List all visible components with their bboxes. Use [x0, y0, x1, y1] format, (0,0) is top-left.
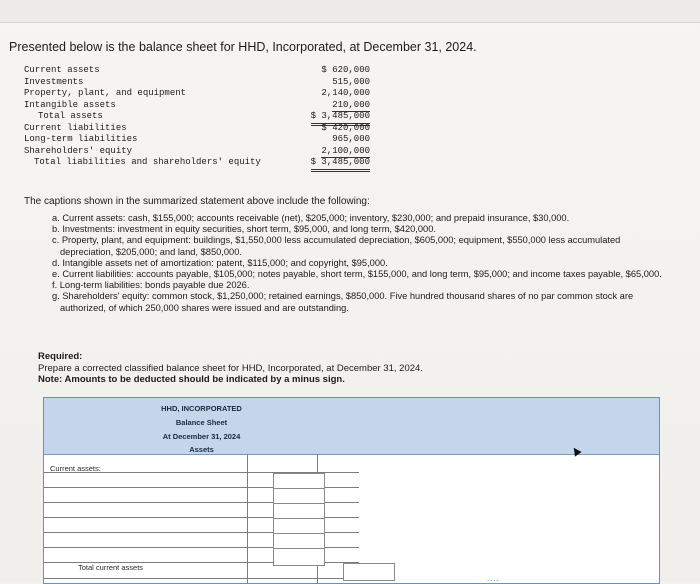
amount-input[interactable] [273, 548, 325, 566]
total-current-assets-label: Total current assets [78, 563, 144, 572]
statement-row [24, 77, 376, 89]
total-input[interactable] [343, 563, 395, 581]
statement-label: Property, plant, and equipment [24, 88, 187, 98]
statement-row [24, 134, 376, 146]
statement-amount: 2,100,000 [321, 146, 370, 159]
statement-row [24, 111, 376, 123]
amount-columns [359, 397, 660, 584]
caption-item: e. Current liabilities: accounts payable, $105,000; notes payable, short term, $155,000, and long term, $95,000; and income taxes payable, $65,000. [52, 269, 662, 280]
caption-items [42, 213, 662, 314]
statement-row [24, 123, 376, 135]
more-dots: .... [487, 574, 500, 583]
statement-row [24, 100, 376, 112]
required-title: Required: [38, 351, 83, 362]
required-text: Prepare a corrected classified balance sheet for HHD, Incorporated, at December 31, 2024. [38, 362, 423, 374]
statement-label: Total assets [38, 111, 103, 121]
statement-amount: $ 420,000 [321, 122, 370, 133]
statement-row [24, 146, 376, 158]
current-assets-label: Current assets: [50, 464, 101, 473]
statement-amount: 2,140,000 [321, 88, 370, 98]
required-note: Note: Amounts to be deducted should be indicated by a minus sign. [38, 374, 345, 385]
company-name: HHD, INCORPORATED [161, 404, 242, 413]
statement-amount: 515,000 [332, 76, 370, 87]
statement-row [24, 88, 376, 100]
statement-name: Balance Sheet [175, 418, 228, 427]
statement-label: Long-term liabilities [24, 134, 138, 144]
statement-label: Total liabilities and shareholders' equity [34, 157, 261, 167]
statement-label: Investments [24, 76, 84, 87]
caption-item: a. Current assets: cash, $155,000; accounts receivable (net), $205,000; inventory, $230,000; and prepaid insurance, $30,000. [52, 213, 570, 223]
problem-heading: Presented below is the balance sheet for HHD, Incorporated, at December 31, 2024. [9, 40, 477, 54]
statement-row [24, 157, 376, 169]
caption-item: c. Property, plant, and equipment: buildings, $1,550,000 less accumulated depreciation, $605,000; equipment, $550,000 less accumulated depreciation, $205,000; and land, $850,000. [52, 235, 621, 257]
captions-intro: The captions shown in the summarized statement above include the following: [24, 196, 370, 207]
section-assets: Assets [189, 445, 214, 454]
statement-amount: $ 3,485,000 [311, 157, 370, 172]
caption-item: g. Shareholders' equity: common stock, $1,250,000; retained earnings, $850,000. Five hundred thousand shares of no par common stock are authorized, of which 250,000 shares were issued and are outstanding. [52, 291, 634, 313]
statement-amount: $ 620,000 [321, 65, 370, 75]
statement-label: Shareholders' equity [24, 145, 133, 156]
statement-row [24, 65, 376, 77]
caption-item: d. Intangible assets net of amortization: patent, $115,000; and copyright, $95,000. [52, 257, 388, 268]
statement-amount: 965,000 [332, 134, 370, 144]
required-section [38, 351, 423, 386]
statement-amount: $ 3,485,000 [311, 111, 370, 126]
row-divider [44, 578, 359, 579]
column-divider [247, 454, 248, 583]
statement-label: Intangible assets [24, 99, 116, 110]
caption-item: f. Long-term liabilities: bonds payable due 2026. [52, 280, 250, 291]
caption-item: b. Investments: investment in equity securities, short term, $95,000, and long term, $420,000. [52, 224, 436, 235]
statement-label: Current assets [24, 65, 100, 75]
summarized-balance-sheet [24, 65, 376, 169]
statement-label: Current liabilities [24, 122, 127, 133]
statement-amount: 210,000 [332, 100, 370, 113]
amount-columns-header [359, 398, 659, 455]
worksheet-header [44, 398, 359, 455]
statement-date: At December 31, 2024 [162, 432, 241, 441]
top-bar [0, 0, 700, 23]
